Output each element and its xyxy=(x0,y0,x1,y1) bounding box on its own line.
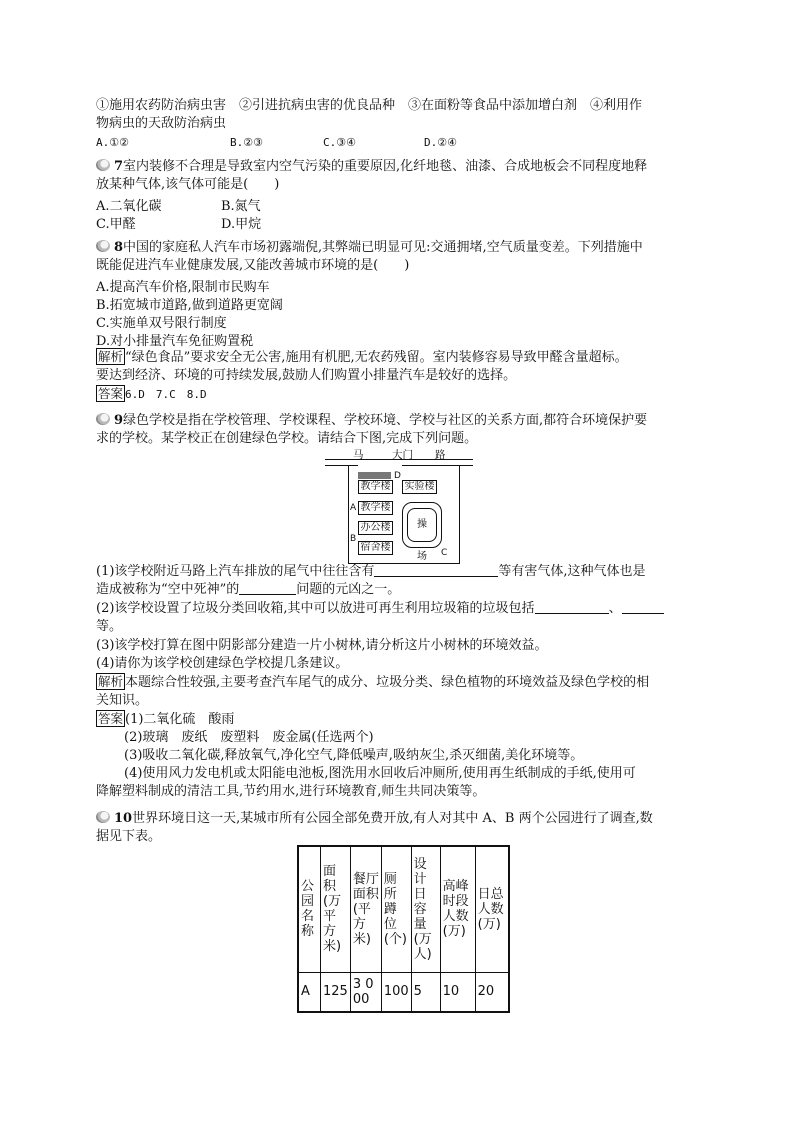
answer-label: 答案 xyxy=(98,711,124,726)
table-cell: 125 xyxy=(321,972,351,1012)
q7-stem-line2: 放某种气体,该气体可能是( ) xyxy=(96,177,280,192)
q9-sub1-text-d: 问题的元凶之一。 xyxy=(296,582,401,597)
answer-2-line1 xyxy=(96,711,234,729)
q8-text: 中国的家庭私人汽车市场初露端倪,其弊端已明显可见:交通拥堵,空气质量变差。下列措施中 xyxy=(123,240,643,255)
q8-option-c: C.实施单双号限行制度 xyxy=(96,316,227,331)
answer-2-a4-line2: 降解塑料制成的清洁工具,节约用水,进行环境教育,师生共同决策等。 xyxy=(96,784,486,799)
point-d: D xyxy=(394,471,401,481)
q7-option-d: D.甲烷 xyxy=(221,217,262,232)
table-header-cell xyxy=(475,846,509,972)
q9-sub2-line2: 等。 xyxy=(96,619,123,634)
q8-option-a: A.提高汽车价格,限制市民购车 xyxy=(96,280,270,295)
q9-sub1-line2 xyxy=(96,581,400,599)
q9-sub2-text-b: 、 xyxy=(608,601,622,616)
table-header-cell xyxy=(321,846,351,972)
q9-sub4: (4)请你为该学校创建绿色学校提几条建议。 xyxy=(96,656,349,671)
q9-sub2-line1 xyxy=(96,600,664,618)
q6-options-line2: 物病虫的天敌防治病虫 xyxy=(96,116,227,131)
q10-text: 世界环境日这一天,某城市所有公园全部免费开放,有人对其中 A、B 两个公园进行了调查,数 xyxy=(132,811,653,826)
header-peak-visitors: 高峰时段人数(万) xyxy=(442,879,469,940)
q9-number: 9 xyxy=(114,413,124,428)
answer-1 xyxy=(96,386,207,404)
question-bullet-icon xyxy=(96,240,112,252)
analysis-2-line2: 关知识。 xyxy=(96,693,149,708)
table-cell: 100 xyxy=(381,972,411,1012)
q10-number: 10 xyxy=(114,811,133,826)
question-bullet-icon xyxy=(96,811,112,823)
header-park-name: 公园名称 xyxy=(301,879,315,940)
answer-2-a1: (1)二氧化硫 酸雨 xyxy=(125,712,235,727)
road-line-top xyxy=(325,459,473,460)
point-a: A xyxy=(350,503,357,513)
q9-sub1-blank-1[interactable] xyxy=(374,563,498,577)
q8-stem-line2: 既能促进汽车业健康发展,又能改善城市环境的是( ) xyxy=(96,258,410,273)
q9-text: 绿色学校是指在学校管理、学校课程、学校环境、学校与社区的关系方面,都符合环境保护要 xyxy=(123,413,648,428)
q7-option-b: B.氮气 xyxy=(221,199,261,214)
table-header-cell xyxy=(381,846,411,972)
q6-option-c: C.③④ xyxy=(323,136,356,149)
building-lab: 实验楼 xyxy=(402,480,437,494)
building-office: 办公楼 xyxy=(358,521,393,535)
q7-text: 室内装修不合理是导致室内空气污染的重要原因,化纤地毯、油漆、合成地板会不同程度地释 xyxy=(123,159,648,174)
table-cell: A xyxy=(298,972,321,1012)
road-label-lu: 路 xyxy=(435,449,446,461)
road-label-ma: 马 xyxy=(353,449,364,461)
q7-option-c: C.甲醛 xyxy=(96,217,136,232)
analysis-2-line1 xyxy=(96,674,649,692)
analysis-1-text: “绿色食品”要求安全无公害,施用有机肥,无农药残留。室内装修容易导致甲醛含量超标。 xyxy=(125,350,628,365)
q8-stem-line1 xyxy=(96,239,643,257)
header-restaurant-area: 餐厅面积(平方米) xyxy=(352,871,379,947)
table-cell: 5 xyxy=(411,972,440,1012)
q10-stem-line2: 据见下表。 xyxy=(96,829,162,844)
building-dormitory: 宿舍楼 xyxy=(358,541,393,555)
road-label-gate: 大门 xyxy=(392,449,413,461)
school-map xyxy=(325,446,473,564)
header-daily-visitors: 日总人数(万) xyxy=(477,886,504,932)
q7-stem-line1 xyxy=(96,158,647,176)
analysis-1-line1 xyxy=(96,349,628,367)
analysis-label: 解析 xyxy=(98,674,124,689)
q9-stem-line2: 求的学校。某学校正在创建绿色学校。请结合下图,完成下列问题。 xyxy=(96,431,478,446)
table-header-cell xyxy=(298,846,321,972)
table-header-cell xyxy=(440,846,475,972)
q9-sub1-blank-2[interactable] xyxy=(239,581,296,595)
analysis-label: 解析 xyxy=(98,349,124,364)
q7-option-a: A.二氧化碳 xyxy=(96,199,162,214)
answer-2-a4-line1: (4)使用风力发电机或太阳能电池板,图洗用水回收后冲厕所,使用再生纸制成的手纸,使用可 xyxy=(124,766,636,781)
header-toilets: 厕所蹲位(个) xyxy=(383,871,407,947)
q9-sub1-text-c: 造成被称为“空中死神”的 xyxy=(96,582,240,597)
q8-option-d: D.对小排量汽车免征购置税 xyxy=(96,334,254,349)
header-area: 面积(万平方米) xyxy=(323,864,342,955)
q9-sub3: (3)该学校打算在图中阴影部分建造一片小树林,请分析这片小树林的环境效益。 xyxy=(96,638,548,653)
question-bullet-icon xyxy=(96,159,112,171)
q9-sub1-line1 xyxy=(96,563,646,581)
playground: 操 场 xyxy=(407,508,437,542)
q9-sub2-text-a: (2)该学校设置了垃圾分类回收箱,其中可以放进可再生利用垃圾箱的垃圾包括 xyxy=(96,601,535,616)
answer-2-a2: (2)玻璃 废纸 废塑料 废金属(任选两个) xyxy=(124,730,374,745)
table-header-row xyxy=(298,846,509,972)
q9-sub2-blank-2[interactable] xyxy=(622,600,664,614)
point-c: C xyxy=(441,548,448,558)
header-design-capacity: 设计日容量(万人) xyxy=(413,856,432,962)
table-cell: 20 xyxy=(475,972,509,1012)
q8-option-b: B.拓宽城市道路,做到道路更宽阔 xyxy=(96,298,283,313)
answer-1-text: 6.D 7.C 8.D xyxy=(125,388,207,401)
table-header-cell xyxy=(411,846,440,972)
analysis-1-line2: 要达到经济、环境的可持续发展,鼓励人们购置小排量汽车是较好的选择。 xyxy=(96,368,517,383)
building-teaching-2: 教学楼 xyxy=(358,501,393,515)
q7-number: 7 xyxy=(114,159,124,174)
q6-option-b: B.②③ xyxy=(230,136,263,149)
shaded-area xyxy=(358,472,391,479)
answer-2-a3: (3)吸收二氧化碳,释放氧气,净化空气,降低噪声,吸纳灰尘,杀灭细菌,美化环境等。 xyxy=(124,748,584,763)
answer-label: 答案 xyxy=(98,386,124,401)
table-header-cell xyxy=(350,846,381,972)
q9-stem-line1 xyxy=(96,412,647,430)
q9-sub2-blank-1[interactable] xyxy=(535,600,609,614)
q8-number: 8 xyxy=(114,240,124,255)
building-teaching-1: 教学楼 xyxy=(358,480,393,494)
point-b: B xyxy=(350,534,357,544)
q6-options-line1: ①施用农药防治病虫害 ②引进抗病虫害的优良品种 ③在面粉等食品中添加增白剂 ④利用作 xyxy=(96,98,643,113)
table-row xyxy=(298,972,509,1012)
question-bullet-icon xyxy=(96,413,112,425)
analysis-2-text: 本题综合性较强,主要考查汽车尾气的成分、垃圾分类、绿色植物的环境效益及绿色学校的相 xyxy=(125,675,650,690)
table-cell: 3 000 xyxy=(350,972,381,1012)
q9-sub1-text-b: 等有害气体,这种气体也是 xyxy=(498,564,646,579)
q10-stem-line1 xyxy=(96,810,653,828)
q6-option-a: A.①② xyxy=(96,136,129,149)
q9-sub1-text-a: (1)该学校附近马路上汽车排放的尾气中往往含有 xyxy=(96,564,375,579)
q6-option-d: D.②④ xyxy=(424,136,457,149)
table-cell: 10 xyxy=(440,972,475,1012)
park-survey-table xyxy=(297,845,510,1013)
